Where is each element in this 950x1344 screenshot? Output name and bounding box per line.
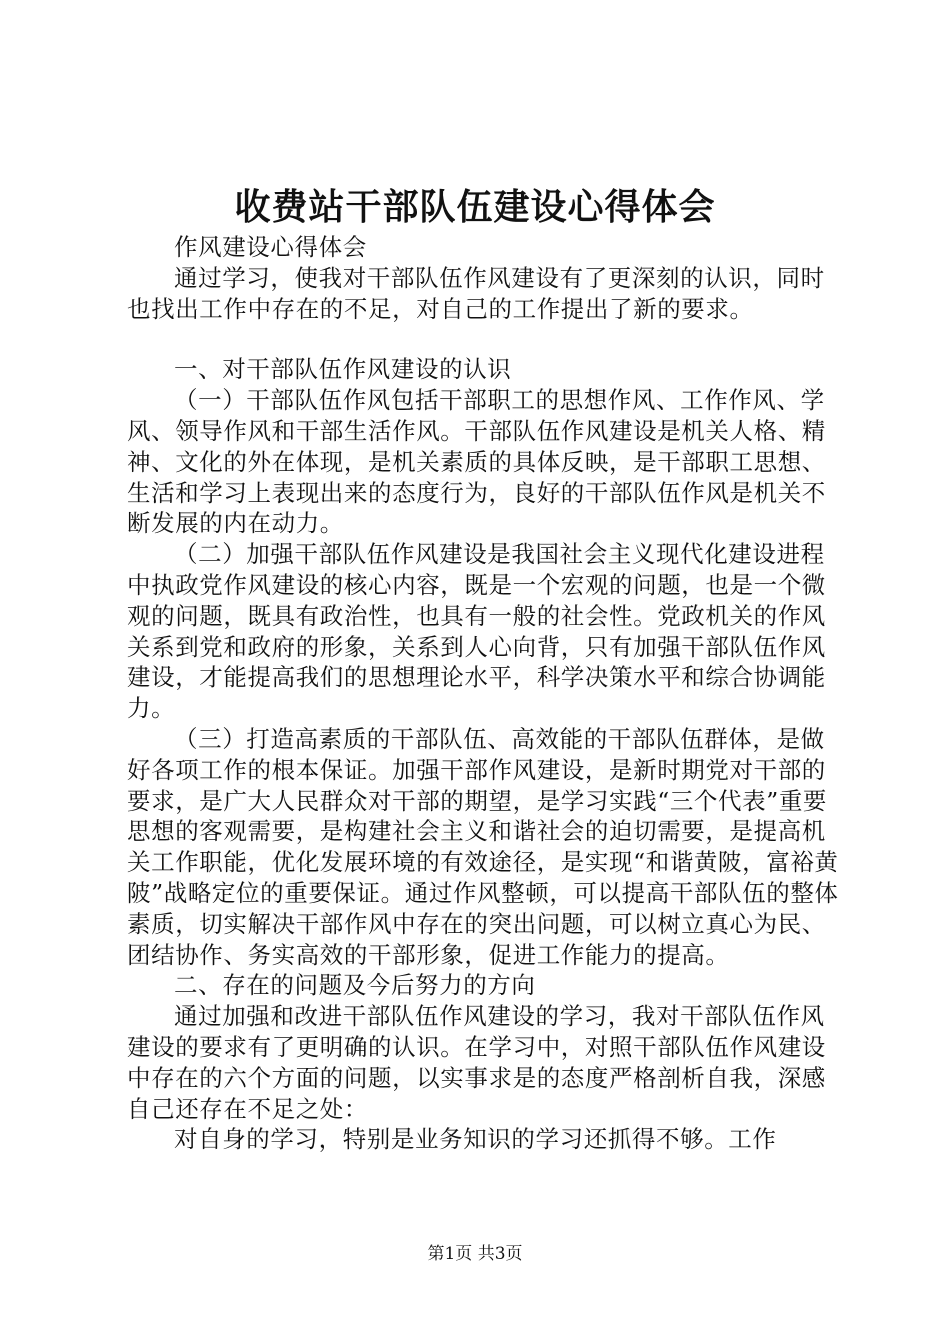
document-title: 收费站干部队伍建设心得体会 <box>234 186 716 228</box>
paragraph-problems: 通过加强和改进干部队伍作风建设的学习，我对干部队伍作风建设的要求有了更明确的认识。在学习中，对照干部队伍作风建设中存在的六个方面的问题，以实事求是的态度严格剖析自我，深感自己还存在不足之处： <box>127 1002 826 1123</box>
paragraph-subtitle: 作风建设心得体会 <box>174 233 367 261</box>
paragraph-point-3: （三）打造高素质的干部队伍、高效能的干部队伍群体，是做好各项工作的根本保证。加强干部作风建设，是新时期党对干部的要求，是广大人民群众对干部的期望，是学习实践“三个代表”重要思想的客观需要，是构建社会主义和谐社会的迫切需要，是提高机关工作职能，优化发展环境的有效途径，是实现“和谐黄陂，富裕黄陂”战略定位的重要保证。通过作风整顿，可以提高干部队伍的整体素质，切实解决干部作风中存在的突出问题，可以树立真心为民、团结协作、务实高效的干部形象，促进工作能力的提高。 <box>127 724 839 969</box>
section-heading-2: 二、存在的问题及今后努力的方向 <box>174 971 536 1000</box>
paragraph-point-1: （一）干部队伍作风包括干部职工的思想作风、工作作风、学风、领导作风和干部生活作风。干部队伍作风建设是机关人格、精神、文化的外在体现，是机关素质的具体反映，是干部职工思想、生活和学习上表现出来的态度行为，良好的干部队伍作风是机关不断发展的内在动力。 <box>127 386 826 538</box>
paragraph-self-study: 对自身的学习，特别是业务知识的学习还抓得不够。工作 <box>174 1125 777 1154</box>
section-heading-1: 一、对干部队伍作风建设的认识 <box>174 355 512 384</box>
paragraph-point-2: （二）加强干部队伍作风建设是我国社会主义现代化建设进程中执政党作风建设的核心内容，既是一个宏观的问题，也是一个微观的问题，既具有政治性，也具有一般的社会性。党政机关的作风关系到党和政府的形象，关系到人心向背，只有加强干部队伍作风建设，才能提高我们的思想理论水平，科学决策水平和综合协调能力。 <box>127 540 826 723</box>
paragraph-intro: 通过学习，使我对干部队伍作风建设有了更深刻的认识，同时也找出工作中存在的不足，对自己的工作提出了新的要求。 <box>127 263 825 323</box>
document-body <box>127 232 839 1155</box>
page-footer: 第1页 共3页 <box>427 1244 523 1264</box>
